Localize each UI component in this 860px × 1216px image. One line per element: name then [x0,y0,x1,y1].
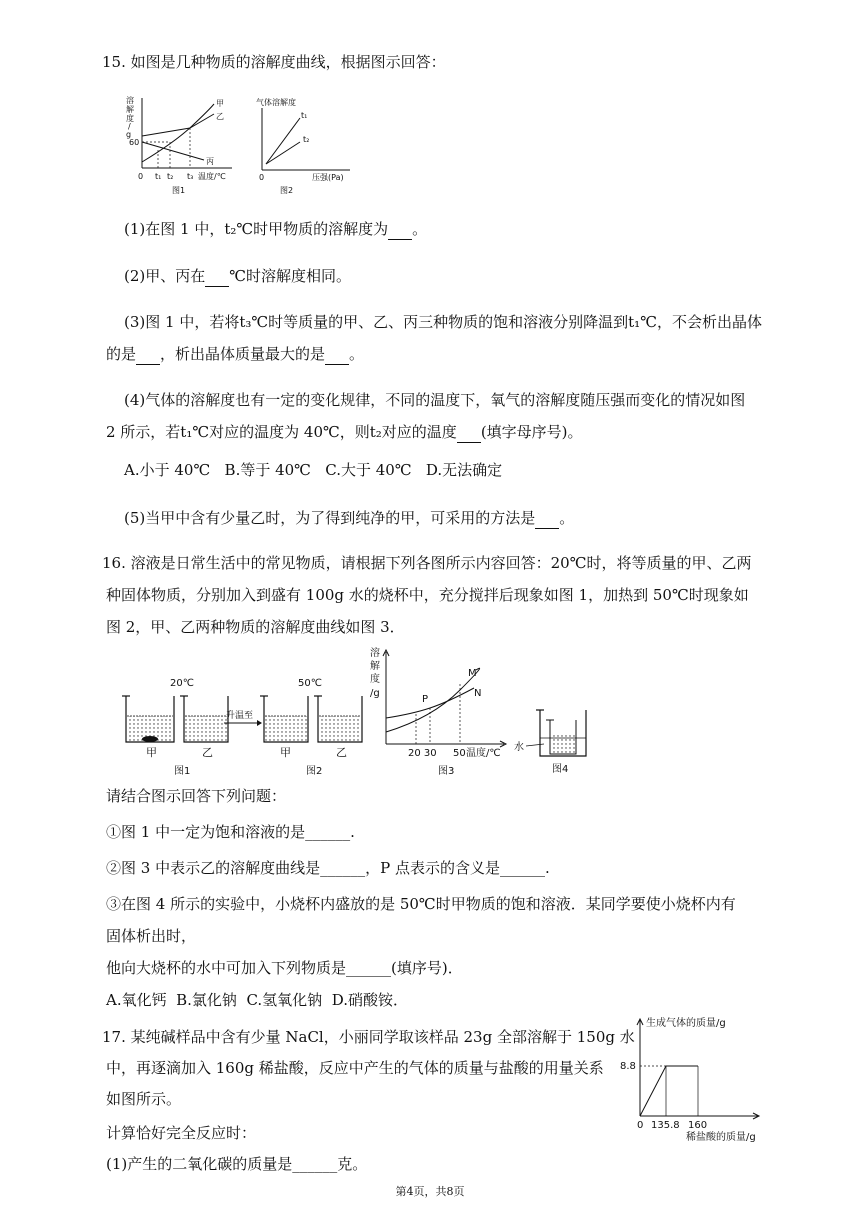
q17-chart-x2: 160 [688,1120,708,1131]
q16-blank-2a[interactable]: ______ [320,859,366,877]
q15-part-4a: (4)气体的溶解度也有一定的变化规律，不同的温度下，氧气的溶解度随压强而变化的情况如图 [124,391,746,409]
q16-line-2: 种固体物质，分别加入到盛有 100g 水的烧杯中，充分搅拌后现象如图 1，加热到 50℃时现象如 [106,586,749,604]
q17-line-3: 如图所示。 [106,1090,182,1108]
q15-part-5: (5)当甲中含有少量乙时，为了得到纯净的甲，可采用的方法是 。 [124,509,575,527]
fig16-yi-2: 乙 [336,746,347,759]
q15-blank-1[interactable] [388,219,412,240]
fig16-cap-1: 图1 [174,766,191,777]
fig16-water-label: 水 [514,742,524,753]
fig2-ylabel: 气体溶解度 [256,98,296,107]
fig1-ylabel-5: g [126,130,132,139]
q16-prompt: 请结合图示回答下列问题： [106,787,287,805]
fig16-cap-3: 图3 [438,766,455,777]
fig2-xlabel: 压强(Pa) [312,173,344,182]
q17-chart-line [640,1066,698,1116]
fig2-label-t2: t₂ [303,135,310,144]
q16-options: A.氧化钙 B.氯化钠 C.氢氧化钠 D.硝酸铵． [106,991,408,1009]
fig1-ylabel-3: 度 [126,114,134,123]
fig16-arrow-label: 升温至 [226,711,254,721]
q16-figures [112,646,602,780]
fig2-line-t2 [266,142,300,164]
q16-blank-1[interactable]: ______ [305,823,351,841]
q16-line-3: 图 2，甲、乙两种物质的溶解度曲线如图 3． [106,618,405,636]
q17-blank-1[interactable]: ______ [292,1155,338,1173]
fig2-caption: 图2 [280,186,294,195]
beaker-jia-20 [122,696,174,742]
fig1-origin: 0 [138,172,144,181]
q16-blank-3[interactable]: ______ [346,959,392,977]
beaker-jia-50 [260,696,308,742]
fig16-cap-4: 图4 [552,764,569,775]
fig16-xticks: 20 30 [408,748,437,759]
fig16-ylabel-2: 解 [370,661,380,672]
fig1-curve-yi [142,114,214,136]
fig1-y60: 60 [129,138,140,147]
q15-part-1: (1)在图 1 中，t₂℃时甲物质的溶解度为 。 [124,220,428,238]
fig16-ylabel-4: /g [370,688,380,699]
fig16-ylabel-1: 溶 [370,648,380,659]
fig2-label-t1: t₁ [301,111,308,120]
fig1-tick-t3: t₃ [187,172,194,181]
fig1-label-bing: 丙 [206,157,214,166]
beaker-yi-20 [180,696,228,742]
fig16-temp-20: 20℃ [170,678,194,689]
fig2-origin: 0 [259,173,265,182]
q15-blank-5[interactable] [535,508,559,529]
q15-blank-3b[interactable] [325,344,349,365]
q16-sub-1: ①图 1 中一定为饱和溶液的是______. [106,823,355,841]
beaker-yi-50 [314,696,362,742]
fig1-ylabel-1: 溶 [126,96,134,105]
q17-chart-ylabel: 生成气体的质量/g [646,1018,726,1029]
beaker-nested [536,710,586,756]
q17-chart [618,1012,768,1146]
fig16-arrow-head [257,720,262,726]
fig1-ylabel-2: 解 [126,105,134,114]
q17-chart-xlabel: 稀盐酸的质量/g [686,1132,756,1143]
q17-line-4: 计算恰好完全反应时： [106,1124,257,1142]
q16-sub-3c: 他向大烧杯的水中可加入下列物质是______(填序号)． [106,959,463,977]
fig16-ylabel-3: 度 [370,674,380,685]
fig1-label-jia: 甲 [216,99,224,108]
q15-blank-2[interactable] [205,266,229,287]
fig16-label-N: N [474,688,482,699]
q15-stem: 15. 如图是几种物质的溶解度曲线，根据图示回答： [102,53,446,71]
q15-part-3b: 的是 ，析出晶体质量最大的是 。 [106,345,365,363]
fig2-line-t1 [266,118,300,164]
fig1-label-yi: 乙 [216,112,224,121]
fig16-label-P: P [422,694,429,705]
q15-blank-3a[interactable] [136,344,160,365]
fig16-yi-1: 乙 [202,746,213,759]
q16-sub-3b: 固体析出时， [106,927,197,945]
fig1-tick-t2: t₂ [167,172,174,181]
q17-chart-origin: 0 [637,1120,644,1131]
q16-line-1: 16. 溶液是日常生活中的常见物质，请根据下列各图所示内容回答：20℃时，将等质量的甲、乙两 [102,554,752,572]
q15-figure-2 [250,92,360,198]
q15-part-4b: 2 所示，若t₁℃对应的温度为 40℃，则t₂对应的温度 (填字母序号)。 [106,423,583,441]
q17-line-5: (1)产生的二氧化碳的质量是______克。 [106,1155,368,1173]
fig1-ylabel-4: / [128,122,131,131]
fig16-cap-2: 图2 [306,766,323,777]
q17-chart-y-value: 8.8 [620,1061,636,1072]
fig1-curve-jia [142,104,214,162]
q17-chart-x1: 135.8 [651,1120,680,1131]
fig1-tick-t1: t₁ [155,172,162,181]
fig16-x50: 50 [453,748,466,759]
q16-blank-2b[interactable]: ______ [499,859,545,877]
fig16-label-M: M [468,668,477,679]
q17-line-1: 17. 某纯碱样品中含有少量 NaCl，小丽同学取该样品 23g 全部溶解于 150g 水 [102,1028,635,1046]
fig16-temp-50: 50℃ [298,678,322,689]
fig16-xlabel: 温度/℃ [466,748,501,759]
fig1-caption: 图1 [172,186,186,195]
q17-line-2: 中，再逐滴加入 160g 稀盐酸，反应中产生的气体的质量与盐酸的用量关系 [106,1059,604,1077]
q15-part-4-options: A.小于 40℃ B.等于 40℃ C.大于 40℃ D.无法确定 [124,461,503,479]
q15-blank-4[interactable] [457,422,481,443]
q15-part-2: (2)甲、丙在 ℃时溶解度相同。 [124,267,352,285]
q15-part-3a: (3)图 1 中，若将t₃℃时等质量的甲、乙、丙三种物质的饱和溶液分别降温到t₁℃，不会析出晶体 [124,313,762,331]
fig16-curve-M [386,668,480,732]
fig1-curve-bing [142,142,204,160]
fig16-jia-2: 甲 [280,746,291,759]
q15-figure-1 [120,92,240,198]
page-footer: 第4页，共8页 [395,1185,465,1198]
fig1-xlabel: 温度/℃ [198,172,226,181]
q16-sub-3a: ③在图 4 所示的实验中，小烧杯内盛放的是 50℃时甲物质的饱和溶液．某同学要使小烧杯内有 [106,895,736,913]
fig16-jia-1: 甲 [146,746,157,759]
q16-sub-2: ②图 3 中表示乙的溶解度曲线是______，P 点表示的含义是______. [106,859,550,877]
